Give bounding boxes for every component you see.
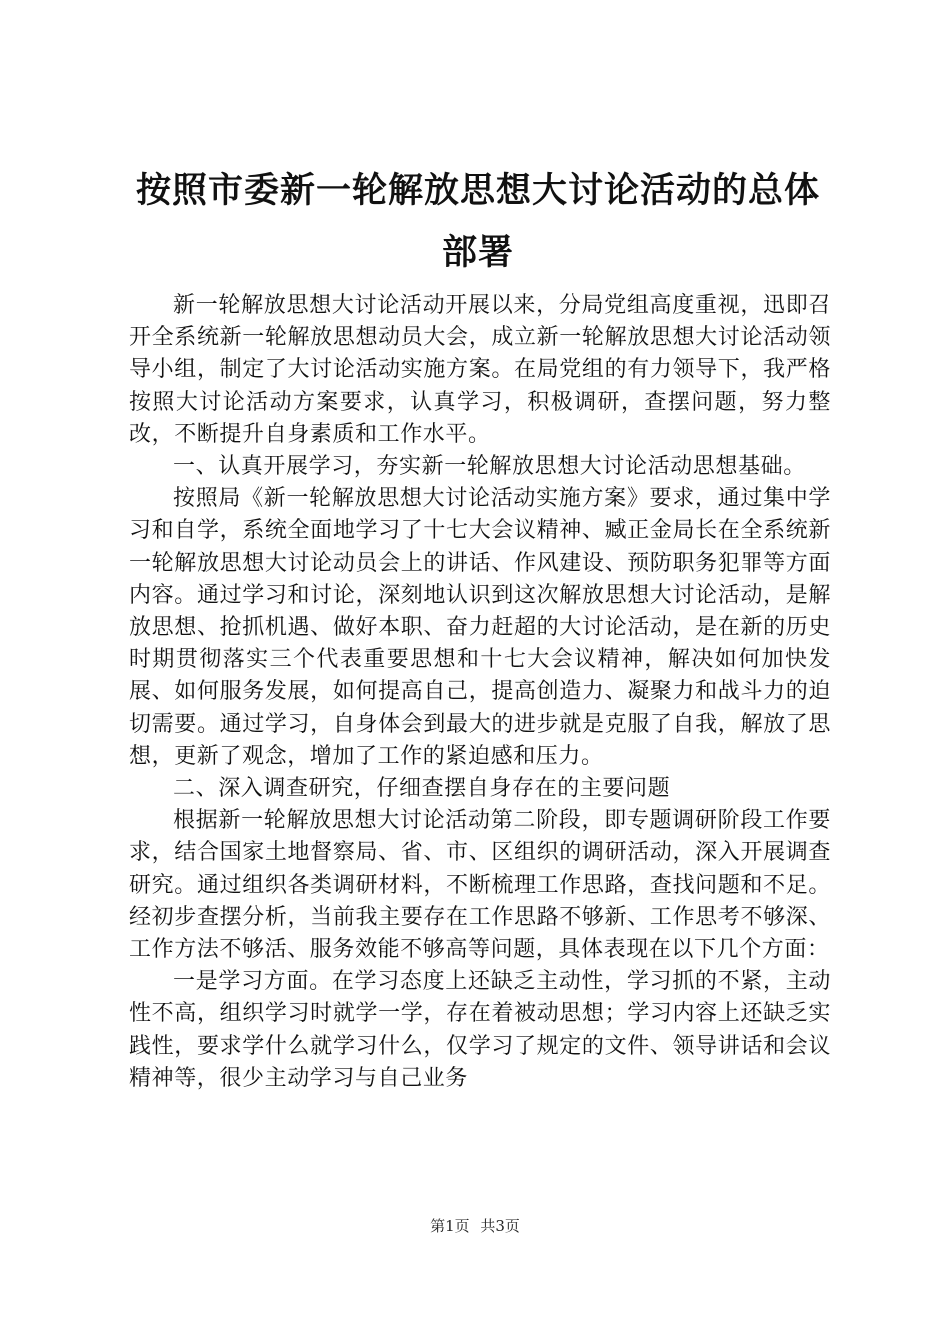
section-heading-2: 二、深入调查研究，仔细查摆自身存在的主要问题 bbox=[173, 776, 671, 802]
document-body bbox=[129, 290, 831, 1095]
body-paragraph: 一是学习方面。在学习态度上还缺乏主动性，学习抓的不紧，主动性不高，组织学习时就学一学，存在着被动思想；学习内容上还缺乏实践性，要求学什么就学习什么，仅学习了规定的文件、领导讲话和会议精神等，很少主动学习与自己业务 bbox=[129, 969, 831, 1091]
section-heading-1: 一、认真开展学习，夯实新一轮解放思想大讨论活动思想基础。 bbox=[173, 454, 806, 480]
document-title: 按照市委新一轮解放思想大讨论活动的总体部署 bbox=[135, 170, 820, 273]
body-paragraph: 按照局《新一轮解放思想大讨论活动实施方案》要求，通过集中学习和自学，系统全面地学习了十七大会议精神、臧正金局长在全系统新一轮解放思想大讨论动员会上的讲话、作风建设、预防职务犯罪等方面内容。通过学习和讨论，深刻地认识到这次解放思想大讨论活动，是解放思想、抢抓机遇、做好本职、奋力赶超的大讨论活动，是在新的历史时期贯彻落实三个代表重要思想和十七大会议精神，解决如何加快发展、如何服务发展，如何提高自己，提高创造力、凝聚力和战斗力的迫切需要。通过学习，自身体会到最大的进步就是克服了自我，解放了思想，更新了观念，增加了工作的紧迫感和压力。 bbox=[129, 486, 831, 769]
body-paragraph: 根据新一轮解放思想大讨论活动第二阶段，即专题调研阶段工作要求，结合国家土地督察局、省、市、区组织的调研活动，深入开展调查研究。通过组织各类调研材料，不断梳理工作思路，查找问题和不足。经初步查摆分析，当前我主要存在工作思路不够新、工作思考不够深、工作方法不够活、服务效能不够高等问题，具体表现在以下几个方面： bbox=[129, 808, 831, 963]
page-footer bbox=[0, 1216, 950, 1236]
page-number: 第1页 bbox=[430, 1217, 470, 1235]
intro-paragraph: 新一轮解放思想大讨论活动开展以来，分局党组高度重视，迅即召开全系统新一轮解放思想动员大会，成立新一轮解放思想大讨论活动领导小组，制定了大讨论活动实施方案。在局党组的有力领导下，我严格按照大讨论活动方案要求，认真学习，积极调研，查摆问题，努力整改，不断提升自身素质和工作水平。 bbox=[129, 293, 831, 447]
page-total: 共3页 bbox=[480, 1217, 520, 1235]
